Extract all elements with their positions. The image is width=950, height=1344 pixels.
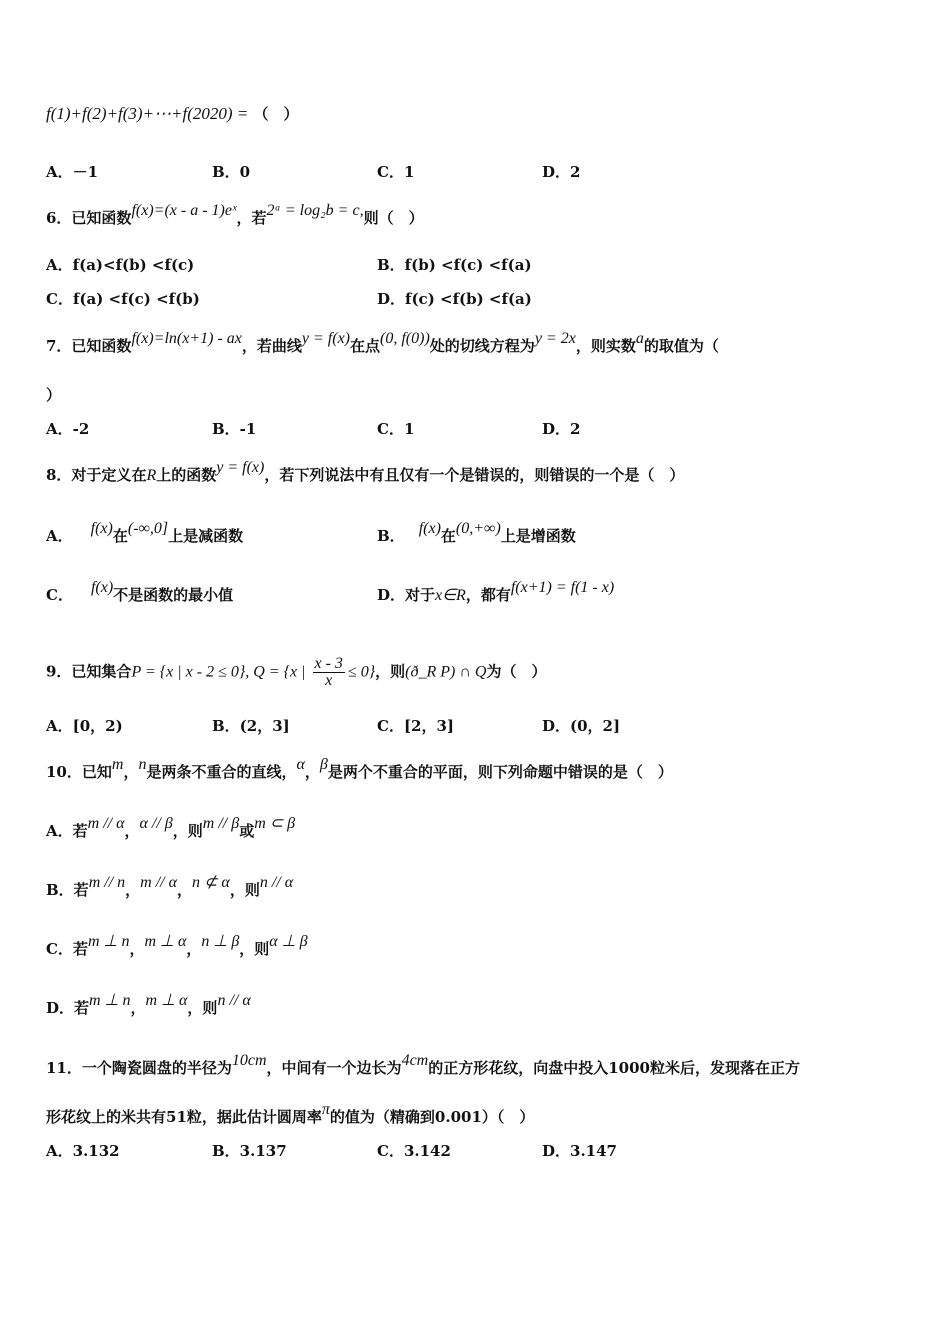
option-a-math: m // α xyxy=(87,815,125,832)
q8-text: ，若下列说法中有且仅有一个是错误的，则错误的一个是（ ） xyxy=(264,466,685,484)
q9-fraction xyxy=(313,656,345,689)
option-c: C．3.142 xyxy=(377,1142,451,1160)
option-b: B．-1 xyxy=(212,420,257,438)
q7-point: (0, f(0)) xyxy=(380,330,430,347)
option-b xyxy=(377,520,576,547)
q9-inequality: ≤ 0} xyxy=(347,663,376,681)
sum-expression: f(1)+f(2)+f(3)+⋯+f(2020) = xyxy=(46,104,249,123)
q11-radius: 10cm xyxy=(231,1052,267,1069)
option-d xyxy=(377,579,615,606)
q10-text: 是两条不重合的直线， xyxy=(146,763,297,781)
option-a-math: m // β xyxy=(202,815,240,832)
option-b: B．f(b) <f(c) <f(a) xyxy=(377,256,532,274)
q10-alpha: α xyxy=(296,756,305,773)
option-a-math: α // β xyxy=(139,815,173,832)
option-c-math: α ⊥ β xyxy=(269,933,308,950)
option-d: D．(0，2] xyxy=(542,717,621,735)
q8-text: 上的函数 xyxy=(156,466,217,484)
q7-text: 在点 xyxy=(350,337,381,355)
q11-side: 4cm xyxy=(401,1052,429,1069)
q7-tangent: y = 2x xyxy=(534,330,576,347)
question-6-lead: 6．已知函数 xyxy=(46,209,132,227)
option-d-text: ，则 xyxy=(187,999,218,1017)
question-7-lead: 7．已知函数 xyxy=(46,337,132,355)
q8-R: R xyxy=(146,467,157,484)
option-b-text: 上是增函数 xyxy=(500,527,576,545)
q7-curve: y = f(x) xyxy=(301,330,351,347)
q6-condition: 2ᵃ = log₂b = c, xyxy=(266,202,364,219)
question-8-lead: 8．对于定义在 xyxy=(46,466,147,484)
option-b-text: 在 xyxy=(440,527,456,545)
question-7 xyxy=(46,330,719,357)
q11-text: ，中间有一个边长为 xyxy=(266,1059,402,1077)
q11-pi: π xyxy=(321,1101,330,1118)
option-a: A．－1 xyxy=(46,163,99,181)
comma: ， xyxy=(177,881,193,899)
option-c-text: ，则 xyxy=(239,940,270,958)
option-label: A． xyxy=(46,527,73,545)
question-11-lead: 11．一个陶瓷圆盘的半径为 xyxy=(46,1059,232,1077)
option-d: D．2 xyxy=(542,420,581,438)
option-a-math: m ⊂ β xyxy=(254,815,296,832)
comma: ， xyxy=(130,999,146,1017)
option-c-math: m ⊥ α xyxy=(144,933,187,950)
question-11-line2 xyxy=(46,1101,535,1128)
comma: ， xyxy=(124,822,140,840)
q7-text: 的取值为（ xyxy=(643,337,719,355)
option-a: A．[0，2) xyxy=(46,717,123,735)
option-a-math: f(x) xyxy=(90,520,113,537)
option-a-interval: (-∞,0] xyxy=(127,520,169,537)
option-b-math: m // α xyxy=(140,874,177,891)
option-b xyxy=(46,874,294,901)
q9-sets: P = {x | x - 2 ≤ 0}, Q = {x | xyxy=(131,663,310,681)
option-d: D．f(c) <f(b) <f(a) xyxy=(377,290,532,308)
question-9 xyxy=(46,656,546,689)
q6-function: f(x)=(x - a - 1)eˣ xyxy=(131,202,237,219)
option-b-math: f(x) xyxy=(418,520,441,537)
question-11 xyxy=(46,1052,800,1079)
option-label: B． xyxy=(377,527,405,545)
option-a-text: 在 xyxy=(112,527,128,545)
option-b-math: m // n xyxy=(88,874,126,891)
q10-text: 是两个不重合的平面，则下列命题中错误的是（ ） xyxy=(327,763,673,781)
option-c-math: n ⊥ β xyxy=(201,933,240,950)
comma: ， xyxy=(129,940,145,958)
q9-denominator: x xyxy=(325,672,333,689)
option-a-text: 或 xyxy=(239,822,255,840)
option-b-text: ，则 xyxy=(229,881,260,899)
question-10 xyxy=(46,756,673,783)
option-a-text: ，则 xyxy=(172,822,203,840)
option-a xyxy=(46,815,296,842)
question-8 xyxy=(46,459,685,486)
q10-m: m xyxy=(111,756,124,773)
option-label: C．若 xyxy=(46,940,88,958)
option-d-math: x∈R xyxy=(435,587,466,604)
q7-text: ，则实数 xyxy=(575,337,636,355)
option-c xyxy=(46,933,308,960)
option-label: A．若 xyxy=(46,822,88,840)
option-label: B．若 xyxy=(46,881,89,899)
option-d-math: m ⊥ n xyxy=(89,992,131,1009)
q7-var: a xyxy=(635,330,644,347)
q11-text: 形花纹上的米共有51粒，据此估计圆周率 xyxy=(46,1108,322,1126)
q10-comma: ， xyxy=(123,763,139,781)
q8-function: y = f(x) xyxy=(216,459,265,476)
option-c-text: 不是函数的最小值 xyxy=(113,586,234,604)
option-d-text: ，都有 xyxy=(465,586,511,604)
question-6 xyxy=(46,202,424,229)
question-9-lead: 9．已知集合 xyxy=(46,662,132,681)
q9-text: ，则 xyxy=(375,662,406,681)
comma: ， xyxy=(186,940,202,958)
comma: ， xyxy=(125,881,141,899)
option-d: D．2 xyxy=(542,163,581,181)
q6-end: 则（ ） xyxy=(363,209,424,227)
option-c: C．f(a) <f(c) <f(b) xyxy=(46,290,200,308)
q9-numerator: x - 3 xyxy=(314,655,343,672)
q7-close-paren: ） xyxy=(46,386,62,404)
option-a: A．3.132 xyxy=(46,1142,120,1160)
q9-text: 为（ ） xyxy=(486,662,547,681)
option-d xyxy=(46,992,251,1019)
option-c: C．[2，3] xyxy=(377,717,455,735)
sum-expression-line xyxy=(46,104,299,124)
q10-n: n xyxy=(138,756,147,773)
option-a xyxy=(46,520,244,547)
option-b: B．3.137 xyxy=(212,1142,287,1160)
q10-beta: β xyxy=(319,756,328,773)
option-b: B．0 xyxy=(212,163,251,181)
option-b-math: n // α xyxy=(259,874,294,891)
option-d-math: n // α xyxy=(217,992,251,1009)
option-a: A．f(a)<f(b) <f(c) xyxy=(46,256,195,274)
option-label: D．若 xyxy=(46,999,90,1017)
option-b-math: n ⊄ α xyxy=(192,874,230,891)
option-label: C． xyxy=(46,586,73,604)
option-c-math: f(x) xyxy=(90,579,114,596)
option-a-text: 上是减函数 xyxy=(168,527,244,545)
option-a: A．-2 xyxy=(46,420,90,438)
option-d-equation: f(x+1) = f(1 - x) xyxy=(510,579,615,596)
q7-function: f(x)=ln(x+1) - ax xyxy=(131,330,242,347)
option-b: B．(2，3] xyxy=(212,717,290,735)
q7-text: ，若曲线 xyxy=(241,337,302,355)
q9-expression: (ð_R P) ∩ Q xyxy=(405,663,487,681)
q11-text: 的正方形花纹，向盘中投入1000粒米后，发现落在正方 xyxy=(428,1059,800,1077)
q7-text: 处的切线方程为 xyxy=(429,337,535,355)
q6-text: ，若 xyxy=(236,209,267,227)
option-d-math: m ⊥ α xyxy=(145,992,188,1009)
option-b-interval: (0,+∞) xyxy=(455,520,501,537)
option-label: D．对于 xyxy=(377,586,436,604)
q11-text: 的值为（精确到0.001）（ ） xyxy=(329,1108,535,1126)
question-10-lead: 10．已知 xyxy=(46,763,112,781)
option-c: C．1 xyxy=(377,420,415,438)
option-c-math: m ⊥ n xyxy=(87,933,130,950)
answer-blank: （ ） xyxy=(253,105,299,123)
option-c xyxy=(46,579,234,606)
option-d: D．3.147 xyxy=(542,1142,617,1160)
option-c: C．1 xyxy=(377,163,415,181)
q10-comma: ， xyxy=(304,763,320,781)
